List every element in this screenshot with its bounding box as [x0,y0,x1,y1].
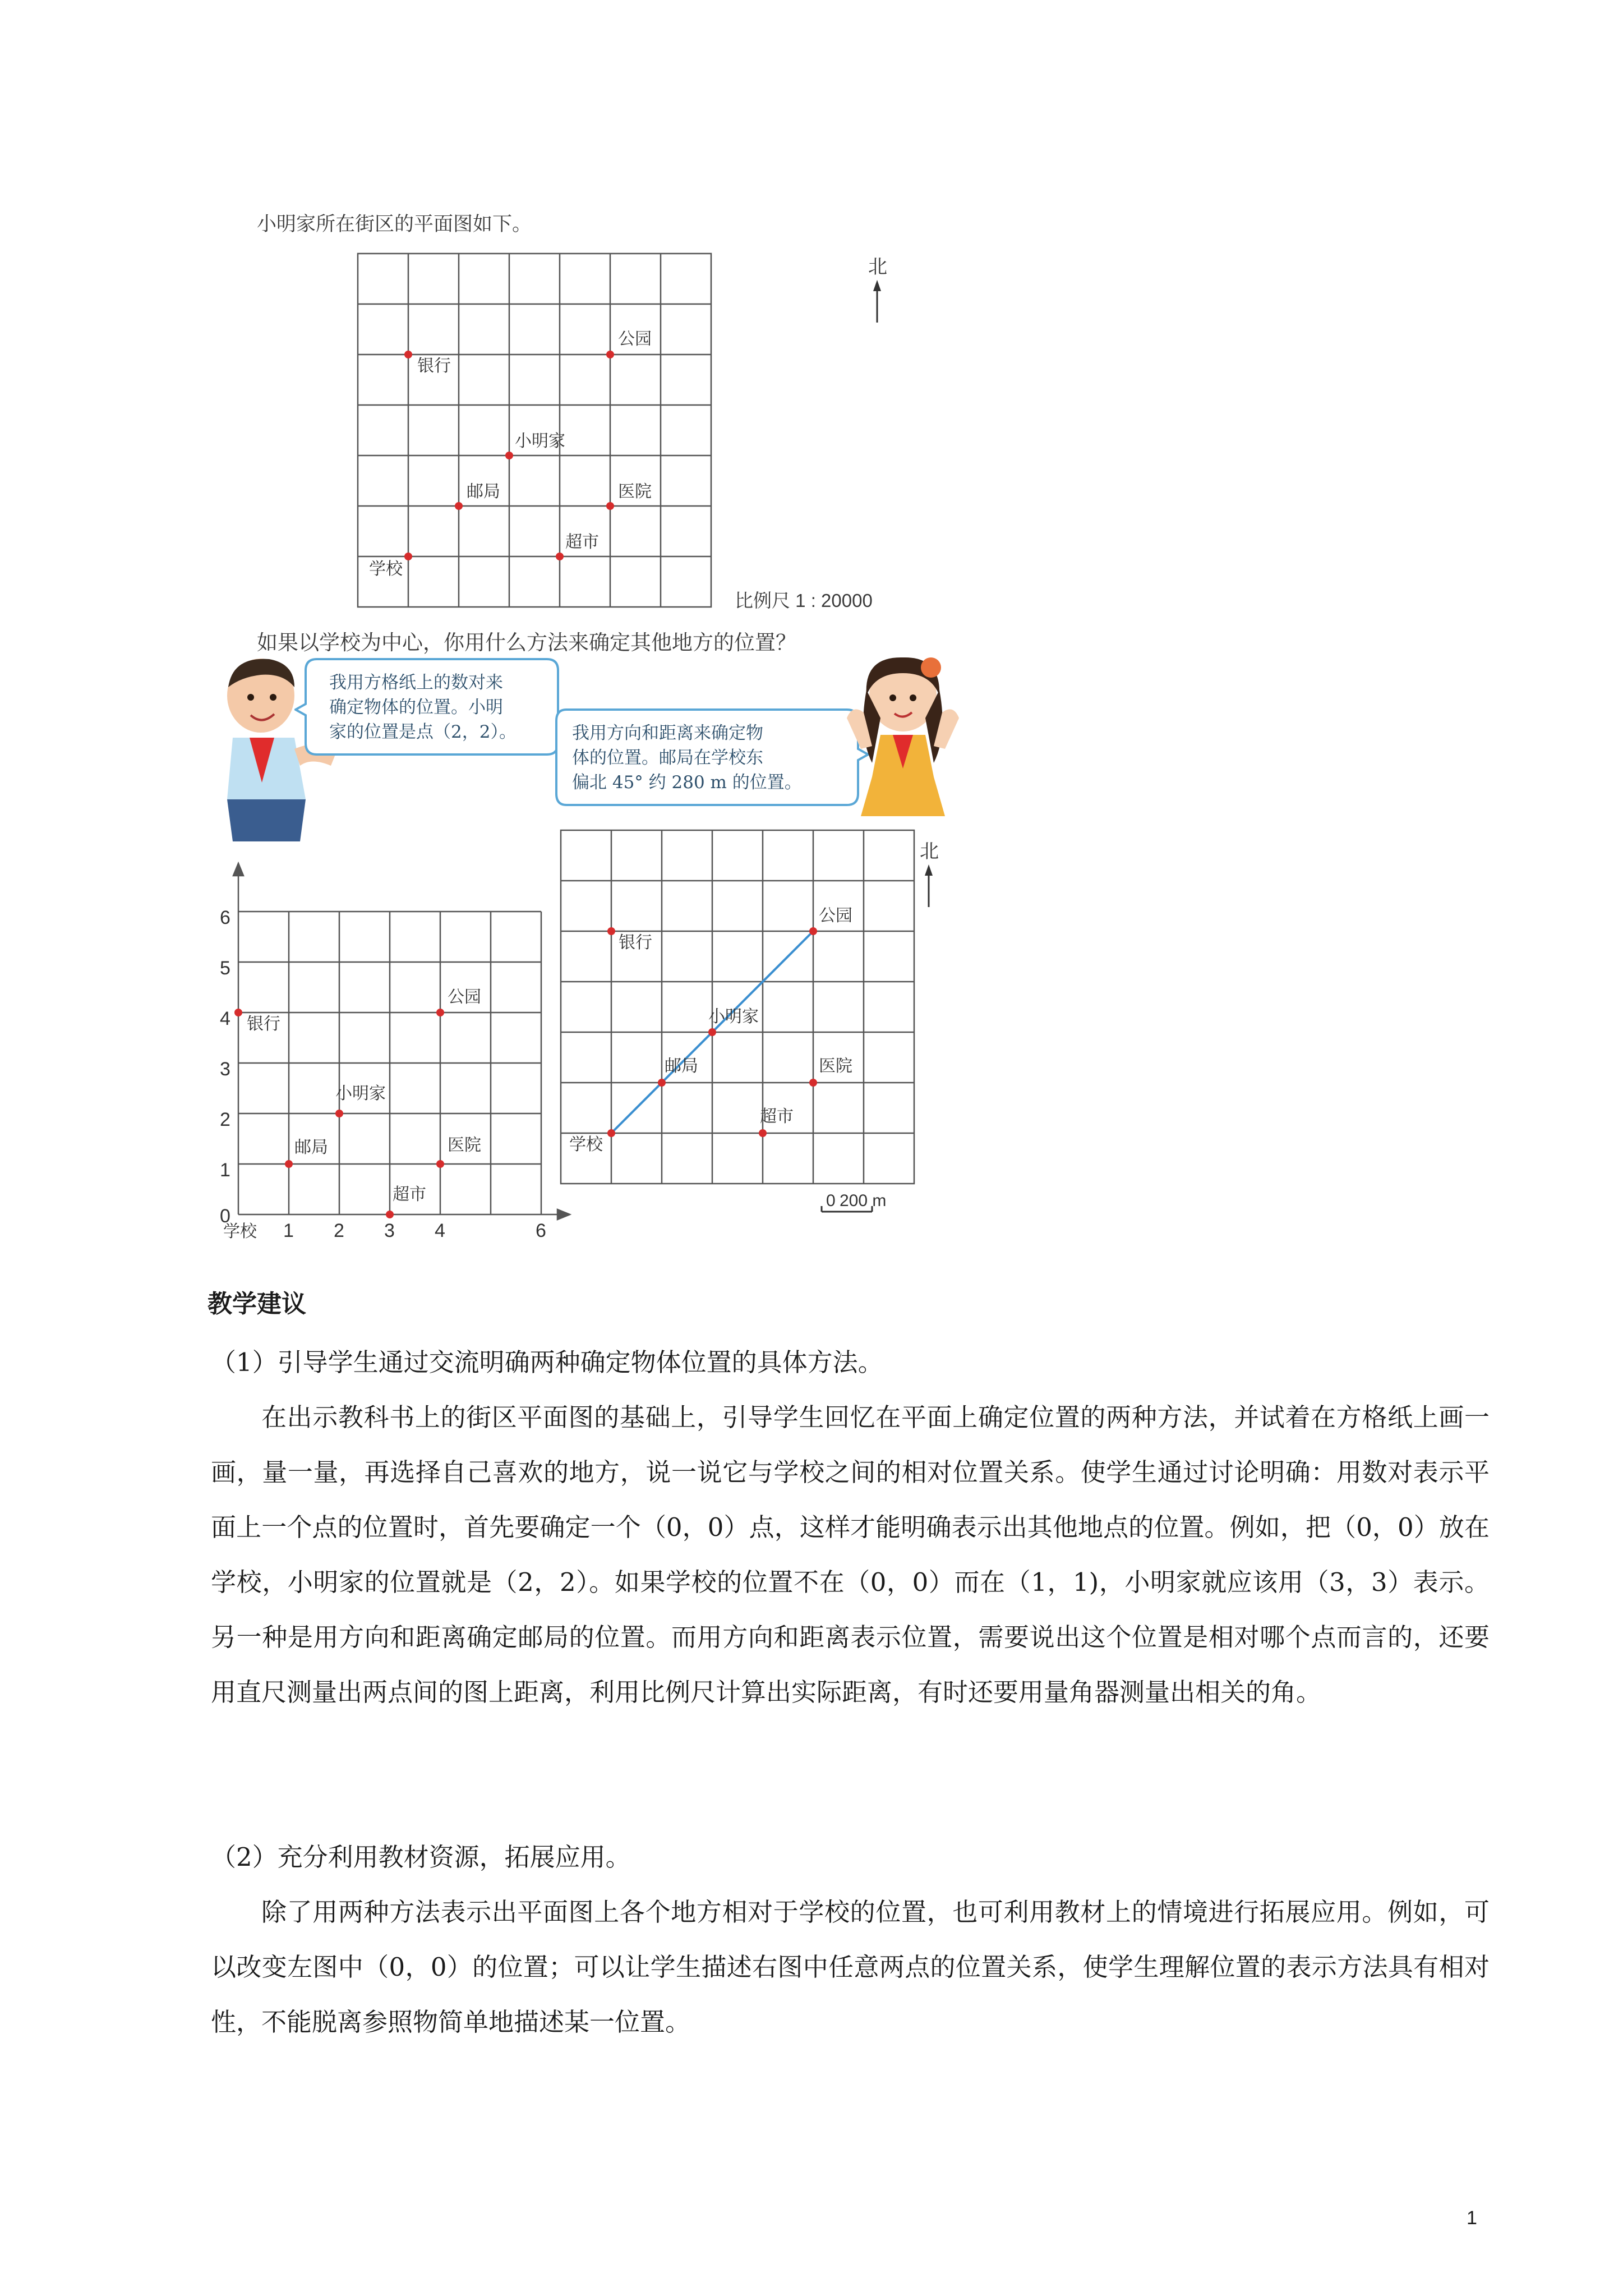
scale-bar-zero: 0 [826,1191,836,1210]
girl-illustration [841,651,965,819]
post-dot [455,502,463,510]
boy-speech-line-1: 我用方格纸上的数对来 [329,673,503,693]
grid-home-label: 小明家 [335,1084,386,1103]
scale-ratio: 比例尺 1 : 20000 [735,590,873,611]
home-dot [505,452,513,459]
girl-speech-bubble [555,704,869,811]
dir-hospital-dot [809,1079,817,1087]
north-arrow-icon [872,279,888,324]
dir-school-dot [607,1129,615,1137]
market-dot [556,553,564,560]
y-tick-2: 2 [220,1109,230,1130]
north-arrow-icon [923,863,940,908]
page-number: 1 [1467,2207,1477,2229]
item1-title: （1）引导学生通过交流明确两种确定物体位置的具体方法。 [211,1347,883,1377]
dir-home-label: 小明家 [708,1007,759,1027]
dir-home-dot [708,1028,716,1036]
dir-hospital-label: 医院 [819,1056,852,1076]
dir-market-label: 超市 [760,1107,794,1126]
dir-post-label: 邮局 [665,1056,698,1076]
boy-speech-line-3: 家的位置是点（2，2）。 [329,722,517,742]
park-point [436,1009,444,1016]
direction-map [558,825,962,1228]
y-tick-4: 4 [220,1008,230,1029]
market-point [386,1211,394,1218]
girl-speech-line-3: 偏北 45° 约 280 m 的位置。 [572,772,802,793]
dir-park-label: 公园 [819,906,852,926]
park-dot [606,351,614,358]
dir-bank-label: 银行 [619,933,652,953]
girl-speech-line-1: 我用方向和距离来确定物 [572,723,763,743]
x-tick-4: 4 [435,1220,445,1241]
grid-post-label: 邮局 [294,1138,328,1157]
grid-hospital-label: 医院 [448,1135,481,1155]
hospital-dot [606,502,614,510]
school-label: 学校 [369,559,403,579]
post-label: 邮局 [467,482,500,501]
grid-school-label: 学校 [223,1222,257,1241]
hospital-point [436,1160,444,1168]
y-tick-1: 1 [220,1159,230,1181]
item1-body: 在出示教科书上的街区平面图的基础上，引导学生回忆在平面上确定位置的两种方法，并试着在方格纸上画一画，量一量，再选择自己喜欢的地方，说一说它与学校之间的相对位置关系。使学生通过讨论明确：用数对表示平面上一个点的位置时，首先要确定一个（0，0）点，这样才能明确表示出其他地点的位置。例如，把（0，0）放在学校，小明家的位置就是（2，2）。如果学校的位置不在（0，0）而在（1，1)，小明家就应该用（3，3）表示。另一种是用方向和距离确定邮局的位置。而用方向和距离表示位置，需要说出这个位置是相对哪个点而言的，还要用直尺测量出两点间的图上距离，利用比例尺计算出实际距离，有时还要用量角器测量出相关的角。 [211,1402,1490,1707]
dir-park-dot [809,927,817,935]
y-tick-5: 5 [220,958,230,979]
hospital-label: 医院 [618,482,652,501]
dir-market-dot [759,1129,767,1137]
bank-dot [404,351,412,358]
home-label: 小明家 [515,431,565,451]
y-tick-0: 0 [220,1205,230,1227]
dir-post-dot [658,1079,666,1087]
item2-title: （2）充分利用教材资源，拓展应用。 [211,1842,631,1872]
north-label: 北 [868,256,887,278]
x-tick-2: 2 [334,1220,344,1241]
x-tick-6: 6 [536,1220,546,1241]
market-label: 超市 [565,532,599,552]
north-indicator-right [920,836,953,909]
bank-label: 银行 [417,356,451,376]
bank-point [234,1009,242,1016]
section-heading: 教学建议 [208,1290,306,1318]
y-tick-3: 3 [220,1059,230,1080]
item2-body: 除了用两种方法表示出平面图上各个地方相对于学校的位置，也可利用教材上的情境进行拓展应用。例如，可以改变左图中（0，0）的位置；可以让学生描述右图中任意两点的位置关系，使学生理解位置的表示方法具有相对性，不能脱离参照物简单地描述某一位置。 [211,1897,1490,2037]
dir-school-label: 学校 [569,1135,603,1154]
x-tick-1: 1 [283,1220,294,1241]
y-tick-6: 6 [220,907,230,928]
grid-market-label: 超市 [393,1185,426,1204]
boy-speech-line-2: 确定物体的位置。小明 [329,697,503,717]
grid-bank-label: 银行 [247,1014,280,1034]
school-dot [404,553,412,560]
home-point [335,1110,343,1117]
figure-intro: 小明家所在街区的平面图如下。 [257,213,532,236]
post-point [285,1160,293,1168]
north-indicator-top [868,251,902,324]
x-tick-3: 3 [384,1220,395,1241]
park-label: 公园 [618,329,652,349]
girl-speech-line-2: 体的位置。邮局在学校东 [572,748,763,768]
grid-park-label: 公园 [448,987,481,1007]
north-label-right: 北 [920,840,939,863]
scale-bar-value: 200 m [840,1191,887,1210]
question-text: 如果以学校为中心，你用什么方法来确定其他地方的位置？ [257,631,796,655]
coordinate-grid [208,861,600,1243]
dir-bank-dot [607,927,615,935]
boy-speech-bubble [294,654,564,760]
